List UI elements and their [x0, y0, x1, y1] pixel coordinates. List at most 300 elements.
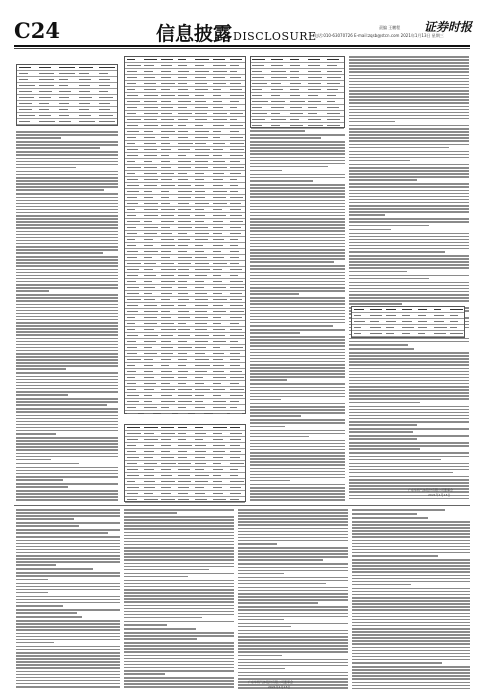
text-line	[238, 626, 291, 628]
table-cell	[161, 71, 171, 73]
table-cell	[195, 323, 207, 325]
table-cell	[144, 427, 158, 429]
text-line	[349, 229, 391, 231]
table-cell	[230, 341, 238, 343]
table-cell	[450, 321, 459, 323]
text-line	[250, 332, 300, 334]
text-line	[352, 524, 470, 526]
table-cell	[178, 341, 186, 343]
table-cell	[230, 317, 243, 319]
text-line	[250, 329, 345, 331]
table-cell	[213, 209, 222, 211]
table-cell	[213, 257, 224, 259]
table-cell	[144, 475, 154, 477]
text-line	[16, 671, 120, 673]
text-line	[16, 543, 120, 545]
text-line	[124, 586, 234, 588]
text-line	[250, 258, 345, 260]
table-cell	[230, 311, 244, 313]
text-line	[16, 212, 118, 214]
text-line	[124, 522, 234, 524]
table-cell	[161, 299, 169, 301]
text-line	[16, 304, 118, 306]
table-cell	[178, 463, 191, 465]
table-cell	[178, 119, 187, 121]
table-cell	[213, 389, 226, 391]
text-line	[238, 642, 348, 644]
text-line	[349, 125, 469, 127]
table-cell	[195, 173, 204, 175]
text-line	[352, 628, 470, 630]
table-cell	[195, 113, 207, 115]
text-line	[16, 529, 120, 531]
table-cell	[127, 83, 136, 85]
table-cell	[230, 167, 244, 169]
table-cell	[178, 155, 186, 157]
text-line	[250, 487, 345, 489]
text-line	[349, 225, 429, 227]
table-cell	[178, 451, 187, 453]
table-cell	[161, 59, 173, 61]
table-cell	[195, 251, 204, 253]
table-cell	[195, 269, 209, 271]
section-divider	[14, 505, 470, 506]
text-line	[250, 287, 345, 289]
table-cell	[19, 115, 36, 117]
text-line	[349, 112, 469, 114]
text-line	[16, 652, 120, 654]
table-cell	[402, 327, 414, 329]
table-row	[125, 497, 245, 503]
table-cell	[213, 481, 222, 483]
text-line	[238, 540, 348, 542]
text-line	[349, 498, 469, 500]
table-cell	[195, 137, 207, 139]
text-line	[250, 426, 285, 428]
table-cell	[195, 191, 204, 193]
text-line	[349, 377, 469, 379]
text-line	[124, 608, 234, 610]
table-cell	[178, 107, 187, 109]
table-cell	[127, 383, 136, 385]
table-cell	[230, 83, 242, 85]
table-cell	[370, 309, 382, 311]
text-line	[349, 137, 469, 139]
text-line	[250, 180, 313, 182]
text-line	[349, 485, 469, 487]
table-cell	[213, 341, 226, 343]
text-line	[250, 209, 345, 211]
table-cell	[271, 101, 285, 103]
text-line	[250, 284, 345, 286]
table-cell	[178, 233, 187, 235]
table-cell	[178, 209, 191, 211]
table-cell	[213, 107, 223, 109]
table-cell	[434, 333, 446, 335]
text-line	[124, 519, 234, 521]
table-cell	[161, 149, 170, 151]
table-cell	[213, 311, 226, 313]
text-line	[349, 170, 469, 172]
text-line	[16, 549, 120, 551]
text-line	[349, 271, 407, 273]
text-line	[349, 218, 469, 220]
table-cell	[178, 427, 186, 429]
table-cell	[327, 89, 338, 91]
text-line	[349, 128, 469, 130]
table-cell	[127, 173, 135, 175]
table-cell	[144, 377, 154, 379]
text-line	[349, 442, 469, 444]
text-line	[250, 147, 345, 149]
text-line	[250, 310, 345, 312]
table-cell	[161, 143, 170, 145]
table-cell	[178, 257, 192, 259]
text-line	[250, 325, 333, 327]
table-cell	[127, 65, 141, 67]
table-cell	[79, 115, 92, 117]
text-line	[349, 96, 469, 98]
table-cell	[271, 89, 283, 91]
table-cell	[195, 407, 204, 409]
table-cell	[195, 433, 206, 435]
table-cell	[195, 329, 207, 331]
text-line	[250, 383, 345, 385]
text-line	[349, 261, 469, 263]
table-cell	[161, 251, 171, 253]
text-line	[238, 668, 285, 670]
text-line	[16, 362, 118, 364]
text-line	[250, 137, 321, 139]
table-cell	[161, 451, 170, 453]
text-line	[124, 642, 234, 644]
table-cell	[19, 97, 34, 99]
masthead-rule	[14, 45, 470, 47]
table-cell	[127, 365, 135, 367]
table-cell	[308, 125, 323, 127]
table-cell	[213, 371, 225, 373]
text-line	[16, 536, 120, 538]
text-line	[250, 436, 309, 438]
text-line	[349, 115, 469, 117]
text-line	[16, 300, 118, 302]
table-cell	[327, 83, 340, 85]
table-cell	[127, 269, 139, 271]
text-line	[124, 658, 234, 660]
table-cell	[213, 101, 222, 103]
table-cell	[386, 315, 397, 317]
text-line	[250, 157, 345, 159]
text-line	[352, 509, 445, 511]
table-cell	[386, 333, 395, 335]
table-cell	[161, 353, 173, 355]
table-cell	[230, 179, 238, 181]
table-cell	[39, 79, 54, 81]
table-cell	[178, 445, 192, 447]
table-cell	[434, 309, 441, 311]
table-cell	[144, 59, 157, 61]
text-line	[349, 392, 469, 394]
table-cell	[230, 155, 243, 157]
table-cell	[178, 197, 190, 199]
text-line	[238, 623, 348, 625]
table-cell	[127, 77, 138, 79]
text-line	[352, 653, 470, 655]
text-line	[16, 575, 120, 577]
data-table-a	[250, 56, 345, 128]
table-cell	[59, 121, 72, 123]
table-cell	[195, 215, 204, 217]
table-cell	[99, 67, 115, 69]
table-cell	[144, 287, 155, 289]
text-line	[16, 658, 120, 660]
table-cell	[230, 161, 240, 163]
text-line	[238, 636, 348, 638]
text-line	[352, 521, 470, 523]
text-line	[16, 437, 118, 439]
text-line	[16, 493, 118, 495]
text-line	[349, 205, 469, 207]
table-cell	[127, 89, 135, 91]
table-cell	[161, 155, 169, 157]
table-cell	[178, 457, 187, 459]
lower-column-3	[238, 509, 348, 689]
table-cell	[178, 227, 192, 229]
text-line	[238, 553, 348, 555]
text-line	[124, 538, 234, 540]
table-cell	[127, 239, 135, 241]
table-cell	[178, 245, 188, 247]
table-cell	[230, 215, 242, 217]
table-cell	[59, 79, 68, 81]
text-line	[16, 680, 120, 682]
text-line	[349, 154, 469, 156]
text-line	[238, 687, 348, 689]
table-cell	[144, 167, 157, 169]
table-cell	[178, 89, 187, 91]
text-line	[349, 87, 469, 89]
text-line	[349, 134, 469, 136]
table-cell	[213, 463, 222, 465]
table-cell	[290, 83, 301, 85]
text-line	[250, 339, 345, 341]
text-line	[352, 575, 470, 577]
table-cell	[213, 77, 225, 79]
table-cell	[39, 109, 49, 111]
text-line	[349, 469, 469, 471]
table-cell	[144, 383, 156, 385]
table-cell	[127, 191, 139, 193]
text-line	[250, 316, 345, 318]
table-cell	[178, 137, 188, 139]
table-cell	[230, 329, 242, 331]
table-cell	[178, 401, 192, 403]
text-line	[16, 459, 51, 461]
table-cell	[230, 185, 239, 187]
table-cell	[195, 95, 203, 97]
table-cell	[195, 287, 204, 289]
table-cell	[271, 107, 284, 109]
text-line	[238, 559, 323, 561]
text-line	[238, 633, 348, 635]
text-line	[250, 322, 345, 324]
text-line	[16, 334, 118, 336]
table-cell	[161, 239, 174, 241]
text-line	[16, 555, 120, 557]
holdings-table	[124, 56, 246, 414]
text-line	[124, 573, 234, 575]
text-line	[352, 591, 470, 593]
text-line	[250, 150, 345, 152]
table-cell	[144, 185, 157, 187]
text-line	[349, 275, 469, 277]
table-cell	[161, 323, 174, 325]
table-cell	[161, 347, 173, 349]
table-cell	[144, 395, 152, 397]
contact-line: 电话:010-63070726 E-mail:zqsb@stcn.com 2021年1月13日 星期三	[314, 33, 444, 38]
text-line	[16, 297, 118, 299]
table-cell	[213, 161, 225, 163]
text-line	[352, 643, 470, 645]
text-line	[16, 385, 118, 387]
text-line	[349, 409, 469, 411]
text-line	[349, 151, 469, 153]
table-cell	[161, 311, 170, 313]
text-line	[124, 589, 234, 591]
table-cell	[79, 103, 91, 105]
table-cell	[213, 251, 222, 253]
table-cell	[230, 323, 239, 325]
text-line	[124, 550, 234, 552]
text-line	[16, 183, 118, 185]
table-cell	[127, 293, 139, 295]
text-line	[16, 144, 118, 146]
table-cell	[434, 321, 444, 323]
table-cell	[290, 77, 300, 79]
text-line	[238, 509, 348, 511]
text-line	[250, 406, 345, 408]
table-cell	[213, 359, 224, 361]
text-line	[16, 316, 118, 318]
table-cell	[213, 353, 225, 355]
table-cell	[230, 293, 243, 295]
text-line	[16, 572, 120, 574]
text-line	[16, 394, 68, 396]
column-3	[250, 56, 345, 501]
text-line	[352, 533, 470, 535]
text-line	[124, 595, 234, 597]
table-cell	[195, 469, 203, 471]
table-cell	[230, 475, 239, 477]
text-line	[349, 402, 420, 404]
table-cell	[39, 91, 52, 93]
text-line	[250, 144, 345, 146]
table-cell	[127, 161, 135, 163]
text-line	[16, 427, 118, 429]
text-line	[250, 499, 345, 501]
text-line	[16, 356, 118, 358]
text-line	[250, 358, 345, 360]
table-cell	[230, 335, 244, 337]
table-cell	[127, 407, 136, 409]
text-line	[250, 212, 345, 214]
table-cell	[127, 493, 139, 495]
table-cell	[252, 89, 262, 91]
table-cell	[161, 427, 174, 429]
table-cell	[178, 487, 189, 489]
table-cell	[178, 125, 186, 127]
text-line	[250, 409, 345, 411]
text-line	[250, 419, 345, 421]
text-line	[250, 203, 345, 205]
text-line	[124, 624, 167, 626]
table-cell	[195, 427, 203, 429]
table-cell	[213, 445, 226, 447]
text-line	[124, 556, 234, 558]
text-line	[349, 59, 469, 61]
table-cell	[230, 427, 240, 429]
table-cell	[161, 269, 175, 271]
table-cell	[144, 155, 158, 157]
table-cell	[213, 347, 221, 349]
text-line	[352, 530, 470, 532]
table-cell	[99, 103, 110, 105]
table-cell	[79, 91, 90, 93]
table-cell	[434, 315, 444, 317]
text-line	[124, 651, 234, 653]
text-line	[250, 246, 345, 248]
text-line	[349, 164, 469, 166]
table-cell	[19, 91, 33, 93]
table-cell	[161, 221, 174, 223]
table-cell	[127, 299, 141, 301]
table-cell	[327, 71, 343, 73]
text-line	[352, 672, 470, 674]
table-cell	[195, 89, 207, 91]
table-cell	[178, 173, 187, 175]
table-cell	[230, 469, 239, 471]
text-line	[349, 398, 469, 400]
table-cell	[161, 383, 170, 385]
table-cell	[144, 269, 153, 271]
table-cell	[308, 89, 321, 91]
table-cell	[213, 239, 225, 241]
table-cell	[252, 119, 265, 121]
table-cell	[144, 433, 154, 435]
table-cell	[161, 83, 175, 85]
table-cell	[178, 493, 187, 495]
table-cell	[144, 311, 158, 313]
table-cell	[161, 77, 170, 79]
text-line	[124, 638, 197, 640]
section-title-en: DISCLOSURE	[233, 30, 317, 43]
text-line	[250, 440, 345, 442]
table-cell	[213, 137, 221, 139]
text-line	[250, 452, 345, 454]
table-cell	[144, 275, 157, 277]
table-cell	[230, 401, 239, 403]
text-line	[250, 234, 345, 236]
table-cell	[195, 439, 203, 441]
text-line	[352, 650, 470, 652]
text-line	[16, 433, 56, 435]
text-line	[349, 236, 469, 238]
text-line	[124, 583, 234, 585]
table-cell	[127, 185, 139, 187]
text-line	[16, 473, 118, 475]
text-line	[16, 307, 118, 309]
text-line	[349, 90, 469, 92]
